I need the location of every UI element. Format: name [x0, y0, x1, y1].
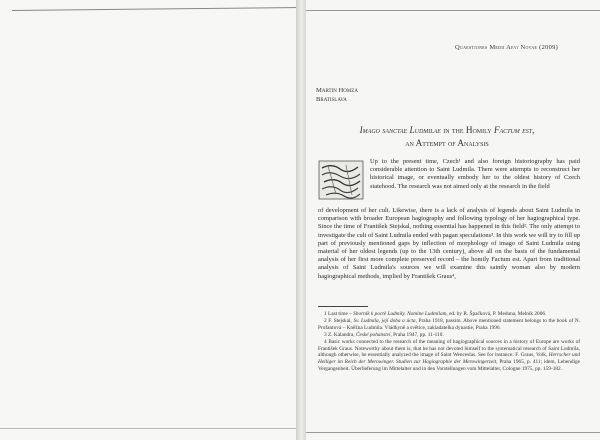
footnote	[318, 318, 580, 332]
author-city: Bratislava	[316, 96, 347, 103]
title-italic-2: Factum est	[493, 125, 533, 135]
body-paragraph-continued: of development of her cult. Likewise, there is a lack of analysis of legends about Saint Ludmila in comparison with broader European hagiography and following typology of her hagiographical type. Since the time of František Stejskal, nothing essential has happened in this field². The only attempt to investigate the cult of Saint Ludmila ended with pagan speculations³. In this work we will try to fill up part of previously mentioned gaps by inflection of morphology of imago of Saint Ludmila using material of her oldest legends (up to the 13th century), above all on the basis of the fundamental analysis of her first more complete preserved record – the homily Factum est. Apart from traditional analysis of Saint Ludmila's sources we will examine this saintly woman also by modern hagiographical methods, implied by František Graus⁴,	[318, 207, 580, 280]
footnote-text: , ed. by R. Špačková, P. Meduna, Melník 2006.	[446, 311, 547, 317]
right-page-bottom-edge	[306, 432, 600, 433]
footnote-text: Z. Kalandra,	[327, 331, 356, 338]
footnote	[318, 311, 580, 318]
footnote-text: , Praha 1965, p. 411; idem, Lebendige Vergangenheit. Überlieferung im Mittelalter und in den Vorstellungen vom Mittelalter, Cologne 1975, pp. 159-182.	[318, 359, 580, 373]
article-title	[316, 124, 578, 150]
title-line-1	[316, 124, 578, 137]
footnote-title: Sborník k poctě Ludmily. Nomine Ludmilam	[353, 311, 447, 317]
author-name: Martin Homza	[316, 87, 358, 94]
footnotes	[318, 311, 580, 373]
page-gutter	[296, 0, 306, 440]
title-line-2: an Attempt of Analysis	[405, 138, 489, 148]
decorative-initial-icon	[318, 160, 364, 200]
footnote-text: F. Stejskal,	[328, 317, 354, 324]
footnote-text: Basic works connected to the research of the meaning of hagiographical sources in a history of Europe are works of František Graus. Noteworthy about them is, that he has not devoted himself to the systematical research of Saint Ludmila, although otherwise, he essentially analyzed the image of Saint Wenceslas. See for instance: F. Graus, Volk,	[318, 338, 580, 359]
title-comma: ,	[532, 125, 535, 135]
left-page-bottom-edge	[0, 428, 300, 429]
running-header: Quaestiones Medii Aevi Novae (2009)	[454, 44, 558, 51]
footnote-text: , Praha 1918, passim. Above mentioned statement belongs to the book of N. Profantová – Kněžna Ludmila. Vládkyně a světice, zakladatelka dynastie, Praha 1996.	[318, 317, 580, 331]
footnote	[318, 332, 580, 339]
title-text-1: in the Homily	[440, 125, 494, 135]
footnote-number: 3	[324, 331, 327, 338]
body-paragraph-intro: Up to the present time, Czech¹ and also foreign historiography has paid considerable attention to Saint Ludmila. There were attempts to reconstruct her historical image, or eventually embody her to the oldest history of Czech statehood. The research was not aimed only at the research in the field	[370, 158, 580, 190]
footnote-text: , Praha 1947, pp. 11-110.	[390, 331, 444, 338]
footnote-separator	[318, 306, 368, 307]
footnote-title: České pohanství	[355, 331, 391, 338]
footnote-title: Sv. Ludmila, její doba a úcta	[353, 317, 416, 324]
footnote-text: Last time –	[327, 311, 354, 317]
footnote	[318, 339, 580, 374]
title-italic-1: Imago sanctae Ludmilae	[359, 125, 441, 135]
author-block	[316, 86, 358, 104]
footnote-number: 1	[324, 311, 327, 317]
footnote-number: 4	[324, 338, 327, 345]
footnote-title: Herrscher und Heiliger im Reich der Merowinger. Studien zur Hagiographie der Merowingerzeit	[318, 352, 580, 366]
footnote-number: 2	[324, 317, 327, 324]
right-page-top-edge	[306, 10, 600, 11]
